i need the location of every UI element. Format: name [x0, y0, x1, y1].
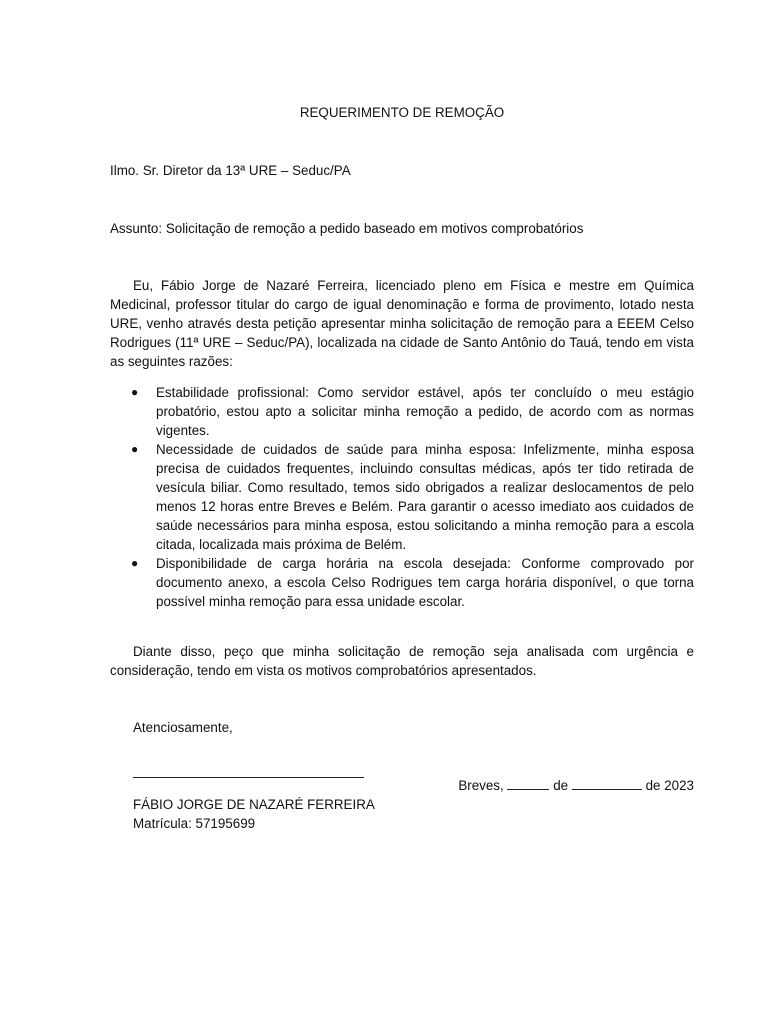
date-day-blank	[507, 777, 549, 790]
bullet-icon: ●	[131, 442, 139, 456]
signer-registration: Matrícula: 57195699	[133, 816, 256, 831]
bullet-icon: ●	[131, 385, 139, 399]
date-line	[458, 776, 694, 795]
reason-item	[110, 383, 694, 440]
date-de-2: de	[645, 778, 661, 793]
document-title: REQUERIMENTO DE REMOÇÃO	[299, 105, 505, 120]
bullet-icon: ●	[131, 556, 139, 570]
regards-line: Atenciosamente,	[133, 720, 233, 735]
reason-item	[110, 440, 694, 554]
date-de-1: de	[553, 778, 569, 793]
recipient-line: Ilmo. Sr. Diretor da 13ª URE – Seduc/PA	[110, 163, 351, 178]
signature-line	[133, 777, 364, 778]
reasons-list	[110, 383, 694, 611]
closing-paragraph: Diante disso, peço que minha solicitação de remoção seja analisada com urgência e consideração, tendo em vista os motivos comprobatórios apresentados.	[110, 644, 694, 678]
subject-line: Assunto: Solicitação de remoção a pedido baseado em motivos comprobatórios	[110, 221, 584, 236]
date-year: 2023	[664, 778, 694, 793]
intro-paragraph: Eu, Fábio Jorge de Nazaré Ferreira, licenciado pleno em Física e mestre em Química Medicinal, professor titular do cargo de igual denominação e forma de provimento, lotado nesta URE, venho através desta petição apresentar minha solicitação de remoção para a EEEM Celso Rodrigues (11ª URE – Seduc/PA), localizada na cidade de Santo Antônio do Tauá, tendo em vista as seguintes razões:	[110, 278, 694, 369]
reason-text: Necessidade de cuidados de saúde para minha esposa: Infelizmente, minha esposa precisa de cuidados frequentes, incluindo consultas médicas, após ter tido retirada de vesícula biliar. Como resultado, temos sido obrigados a realizar deslocamentos de pelo menos 12 horas entre Breves e Belém. Para garantir o acesso imediato aos cuidados de saúde necessários para minha esposa, estou solicitando a minha remoção para a escola citada, localizada mais próxima de Belém.	[156, 442, 694, 552]
date-place: Breves,	[458, 778, 504, 793]
reason-text: Estabilidade profissional: Como servidor estável, após ter concluído o meu estágio probatório, estou apto a solicitar minha remoção a pedido, de acordo com as normas vigentes.	[156, 385, 694, 438]
date-month-blank	[572, 777, 642, 790]
signer-name: FÁBIO JORGE DE NAZARÉ FERREIRA	[133, 797, 375, 812]
reason-item	[110, 554, 694, 611]
reason-text: Disponibilidade de carga horária na escola desejada: Conforme comprovado por documento anexo, a escola Celso Rodrigues tem carga horária disponível, o que torna possível minha remoção para essa unidade escolar.	[156, 556, 694, 609]
document-page	[110, 0, 694, 1024]
